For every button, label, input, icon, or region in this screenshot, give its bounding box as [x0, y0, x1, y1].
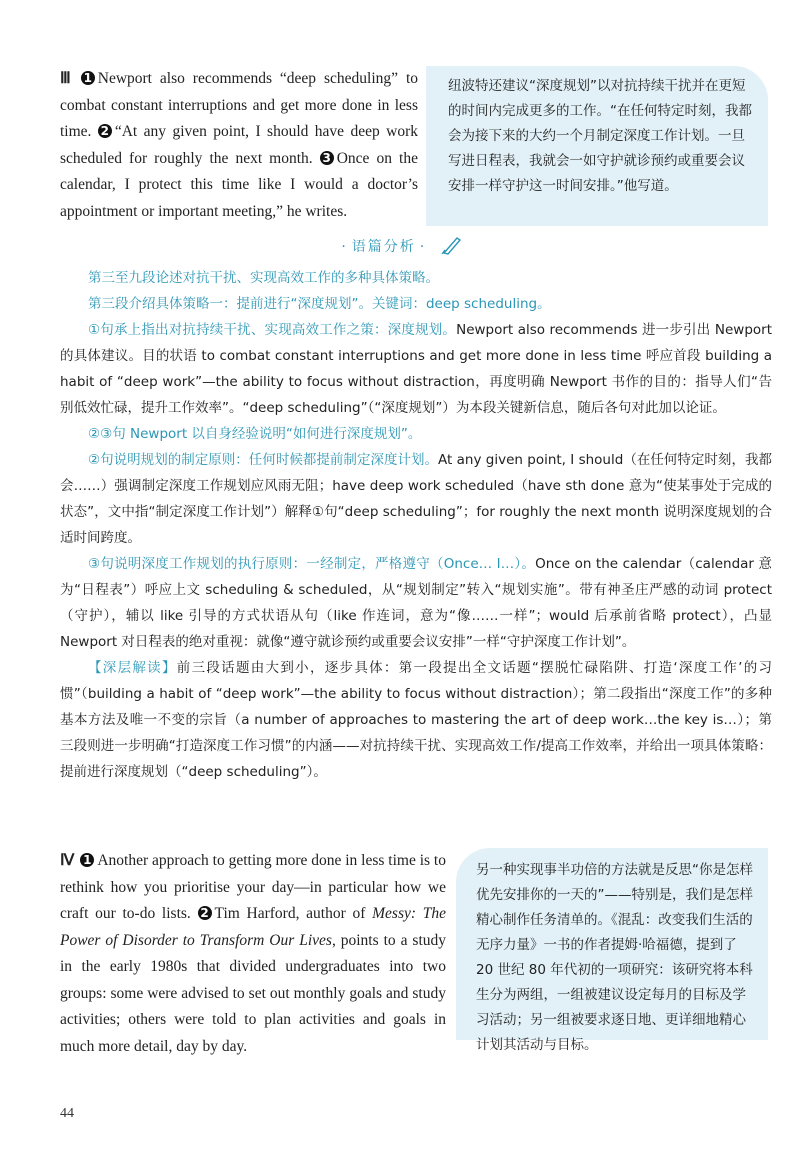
- sentence-2b: , points to a study in the early 1980s that divided undergraduates into two groups: some were advised to set out monthly goals and study activities; others were told to plan activities and goals in much more detail, day by day.: [60, 931, 446, 1055]
- analysis-text: 前三段话题由大到小，逐步具体：第一段提出全文话题“摆脱忙碌陷阱、打造‘深度工作’的习惯”（building a habit of “deep work”—the ability to focus without distraction）；第二段指出“深度工作”的多种基本方法及唯一不变的宗旨（a number of approaches to mastering the art of deep work…the key is…）；第三段则进一步明确“打造深度工作习惯”的内涵——对抗持续干扰、实现高效工作/提高工作效率，并给出一项具体策略：提前进行深度规划（“deep scheduling”）。: [60, 660, 773, 780]
- sentence-number: 2: [198, 906, 212, 920]
- pen-icon: [441, 235, 463, 259]
- analysis-highlight: ①句承上指出对抗持续干扰、实现高效工作之策：深度规划。: [88, 322, 457, 338]
- section-numeral: Ⅳ: [60, 852, 75, 869]
- section-4-english: [60, 848, 446, 1060]
- sentence-3: Once on the calendar, I protect this time like I would a doctor’s appointment or important meeting,” he writes.: [60, 149, 418, 220]
- sentence-number: 3: [320, 151, 334, 165]
- analysis-highlight: ②句说明规划的制定原则：任何时候都提前制定深度计划。: [88, 452, 439, 468]
- analysis-title: 语篇分析: [351, 239, 416, 255]
- analysis-text: Newport also recommends 进一步引出 Newport 的具体建议。目的状语 to combat constant interruptions and get more done in less time 呼应首段 building a habit of “deep work”—the ability to focus without distraction，再度明确 Newport 书作的目的：指导人们“告别低效忙碌，提升工作效率”。“deep scheduling”（“深度规划”）为本段关键新信息，随后各句对此加以论证。: [60, 322, 772, 416]
- analysis-paragraph: [60, 447, 772, 551]
- book-title: Messy: The Power of Disorder to Transform Our Lives: [60, 905, 446, 949]
- deep-reading-label: 【深层解读】: [88, 660, 177, 676]
- sentence-number: 1: [80, 853, 94, 867]
- analysis-paragraph: 第三段介绍具体策略一：提前进行“深度规划”。关键词：deep scheduling。: [88, 296, 551, 312]
- analysis-paragraph: ②③句 Newport 以自身经验说明“如何进行深度规划”。: [88, 426, 422, 442]
- analysis-text: Once on the calendar（calendar 意为“日程表”）呼应上文 scheduling & scheduled，从“规划制定”转入“规划实施”。带有神圣庄严感的动词 protect（守护），辅以 like 引导的方式状语从句（like 作连词，意为“像……一样”；would 后承前省略 protect），凸显 Newport 对日程表的绝对重视：就像“遵守就诊预约或重要会议安排”一样“守护深度工作计划”。: [60, 556, 772, 650]
- sentence-2: “At any given point, I should have deep work scheduled for roughly the next month.: [60, 123, 418, 167]
- analysis-paragraph: [60, 551, 772, 655]
- sentence-1: Newport also recommends “deep scheduling” to combat constant interruptions and get more done in less time.: [60, 70, 418, 140]
- sentence-1: Another approach to getting more done in less time is to rethink how you prioritise your day—in particular how we craft our to-do lists.: [60, 852, 446, 922]
- analysis-body: [60, 265, 772, 785]
- section-3-english: [60, 66, 418, 225]
- section-numeral: Ⅲ: [60, 70, 75, 87]
- analysis-paragraph: [60, 317, 772, 421]
- analysis-paragraph: 第三至九段论述对抗干扰、实现高效工作的多种具体策略。: [88, 270, 439, 286]
- sentence-2a: Tim Harford, author of: [214, 905, 373, 922]
- page-number: 44: [60, 1106, 74, 1121]
- analysis-highlight: ③句说明深度工作规划的执行原则：一经制定，严格遵守（Once… I…）。: [88, 556, 536, 572]
- sentence-number: 2: [98, 124, 112, 138]
- analysis-paragraph: [60, 655, 772, 785]
- section-4-translation: 另一种实现事半功倍的方法就是反思“你是怎样优先安排你的一天的”——特别是，我们是怎样精心制作任务清单的。《混乱：改变我们生活的无序力量》一书的作者提姆·哈福德，提到了 20 世纪 80 年代初的一项研究：该研究将本科生分为两组，一组被建议设定每月的目标及学习活动；另一组被要求逐日地、更详细地精心计划其活动与目标。: [456, 848, 768, 1040]
- sentence-number: 1: [81, 71, 95, 85]
- analysis-text: At any given point, I should（在任何特定时刻，我都会……）强调制定深度工作规划应风雨无阻；have deep work scheduled（have sth done 意为“使某事处于完成的状态”，文中指“制定深度工作计划”）解释①句“deep scheduling”；for roughly the next month 说明深度规划的合适时间跨度。: [60, 452, 772, 546]
- section-3-translation: 纽波特还建议“深度规划”以对抗持续干扰并在更短的时间内完成更多的工作。“在任何特定时刻，我都会为接下来的大约一个月制定深度工作计划。一旦写进日程表，我就会一如守护就诊预约或重要会议安排一样守护这一时间安排。”他写道。: [426, 66, 768, 226]
- analysis-heading: · 语篇分析 ·: [0, 235, 800, 259]
